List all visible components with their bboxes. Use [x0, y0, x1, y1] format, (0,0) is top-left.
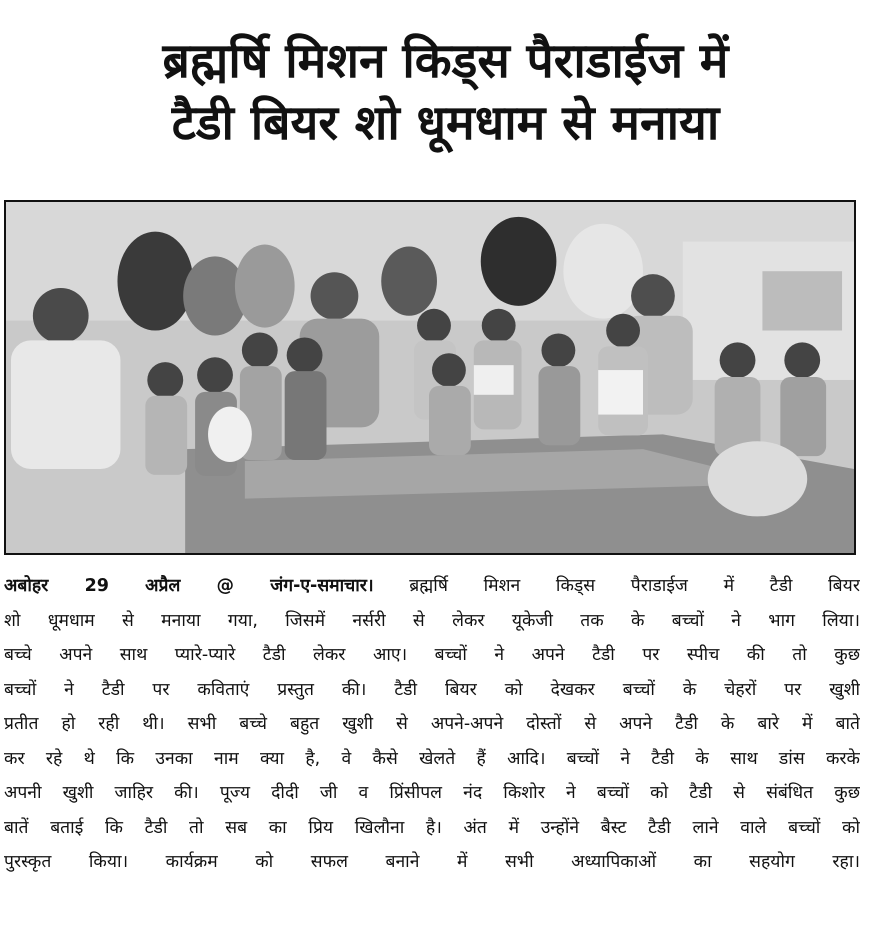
headline [0, 30, 891, 154]
event-photo [4, 200, 856, 555]
article-line-8: बातें बताई कि टैडी तो सब का प्रिय खिलौना है। अंत में उन्होंने बैस्ट टैडी लाने वाले बच्चों को [4, 817, 860, 838]
article-line-2: शो धूमधाम से मनाया गया, जिसमें नर्सरी से लेकर यूकेजी तक के बच्चों ने भाग लिया। [4, 610, 860, 631]
headline-line-1: ब्रह्मर्षि मिशन किड्स पैराडाईज में [162, 33, 729, 89]
article-line-1 [4, 569, 860, 604]
article-line-6: कर रहे थे कि उनका नाम क्या है, वे कैसे खेलते हैं आदि। बच्चों ने टैडी के साथ डांस करके [4, 748, 860, 769]
dateline: अबोहर 29 अप्रैल @ जंग-ए-समाचार। [4, 576, 374, 596]
photo-illustration [6, 202, 854, 553]
article-line-9: पुरस्कृत किया। कार्यक्रम को सफल बनाने में सभी अध्यापिकाओं का सहयोग रहा। [4, 852, 860, 872]
article-line-5: प्रतीत हो रही थी। सभी बच्चे बहुत खुशी से अपने-अपने दोस्तों से अपने टैडी के बारे में बाते [4, 714, 860, 734]
article-body [4, 569, 860, 880]
article-line-7: अपनी खुशी जाहिर की। पूज्य दीदी जी व प्रिंसीपल नंद किशोर ने बच्चों को टैडी से संबंधित कुछ [4, 783, 860, 803]
article-line-4: बच्चों ने टैडी पर कविताएं प्रस्तुत की। टैडी बियर को देखकर बच्चों के चेहरों पर खुशी [4, 679, 860, 700]
article-line-1-text: ब्रह्मर्षि मिशन किड्स पैराडाईज में टैडी बियर [373, 576, 860, 596]
article-line-3: बच्चे अपने साथ प्यारे-प्यारे टैडी लेकर आए। बच्चों ने अपने टैडी पर स्पीच की तो कुछ [4, 645, 860, 665]
headline-line-2: टैडी बियर शो धूमधाम से मनाया [171, 95, 720, 151]
